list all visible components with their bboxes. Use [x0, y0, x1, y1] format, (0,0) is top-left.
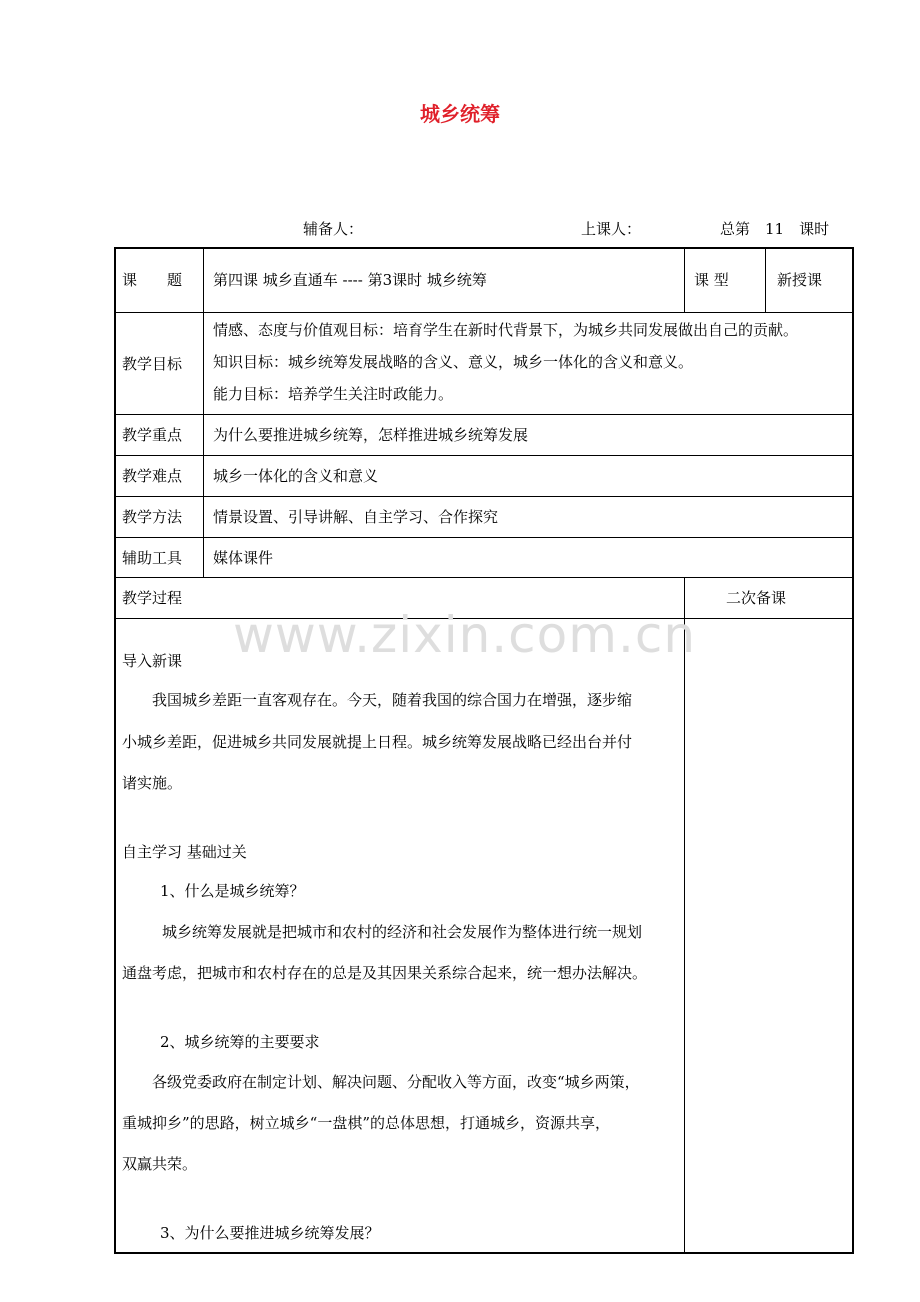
teacher-label: 上课人： — [581, 220, 642, 238]
study-heading: 自主学习 基础过关 — [122, 843, 247, 861]
goal-line: 知识目标：城乡统筹发展战略的含义、意义，城乡一体化的含义和意义。 — [213, 353, 694, 371]
answer-2-line: 重城抑乡”的思路，树立城乡“一盘棋”的总体思想，打通城乡，资源共享， — [122, 1114, 611, 1132]
question-3: 3、为什么要推进城乡统筹发展？ — [160, 1224, 380, 1242]
answer-2-line: 各级党委政府在制定计划、解决问题、分配收入等方面，改变“城乡两策， — [152, 1073, 640, 1091]
row-divider — [114, 537, 854, 538]
watermark: www.zixin.com.cn — [233, 606, 697, 664]
col-divider — [203, 247, 204, 578]
type-value: 新授课 — [777, 271, 823, 289]
intro-line: 小城乡差距，促进城乡共同发展就提上日程。城乡统筹发展战略已经出台并付 — [122, 733, 633, 751]
type-label: 课 型 — [694, 271, 729, 289]
tools-value: 媒体课件 — [213, 549, 274, 567]
key-label: 教学重点 — [122, 426, 183, 444]
col-divider — [684, 577, 685, 1254]
intro-line: 诸实施。 — [122, 774, 183, 792]
row-divider — [114, 455, 854, 456]
question-1: 1、什么是城乡统筹？ — [160, 882, 305, 900]
tools-label: 辅助工具 — [122, 549, 183, 567]
intro-heading: 导入新课 — [122, 652, 183, 670]
intro-line: 我国城乡差距一直客观存在。今天，随着我国的综合国力在增强，逐步缩 — [152, 691, 633, 709]
row-divider — [114, 577, 854, 578]
goal-line: 情感、态度与价值观目标：培育学生在新时代背景下，为城乡共同发展做出自己的贡献。 — [213, 321, 799, 339]
difficult-label: 教学难点 — [122, 467, 183, 485]
col-divider — [765, 247, 766, 313]
method-value: 情景设置、引导讲解、自主学习、合作探究 — [213, 508, 499, 526]
topic-value: 第四课 城乡直通车 ---- 第3课时 城乡统筹 — [213, 271, 487, 289]
answer-1-line: 通盘考虑，把城市和农村存在的总是及其因果关系综合起来，统一想办法解决。 — [122, 964, 648, 982]
key-value: 为什么要推进城乡统筹，怎样推进城乡统筹发展 — [213, 426, 529, 444]
col-divider — [684, 247, 685, 313]
row-divider — [114, 312, 854, 313]
goals-label: 教学目标 — [122, 355, 183, 373]
second-prep-label: 二次备课 — [726, 589, 787, 607]
preparer-label: 辅备人： — [303, 220, 364, 238]
method-label: 教学方法 — [122, 508, 183, 526]
question-2: 2、城乡统筹的主要要求 — [160, 1033, 320, 1051]
row-divider — [114, 496, 854, 497]
topic-label: 课 题 — [122, 271, 183, 289]
goal-line: 能力目标：培养学生关注时政能力。 — [213, 385, 454, 403]
process-label: 教学过程 — [122, 589, 183, 607]
row-divider — [114, 414, 854, 415]
answer-2-line: 双赢共荣。 — [122, 1155, 198, 1173]
difficult-value: 城乡一体化的含义和意义 — [213, 467, 379, 485]
answer-1-line: 城乡统筹发展就是把城市和农村的经济和社会发展作为整体进行统一规划 — [162, 923, 643, 941]
period-label: 总第 11 课时 — [720, 220, 830, 238]
page-title: 城乡统筹 — [420, 102, 500, 126]
